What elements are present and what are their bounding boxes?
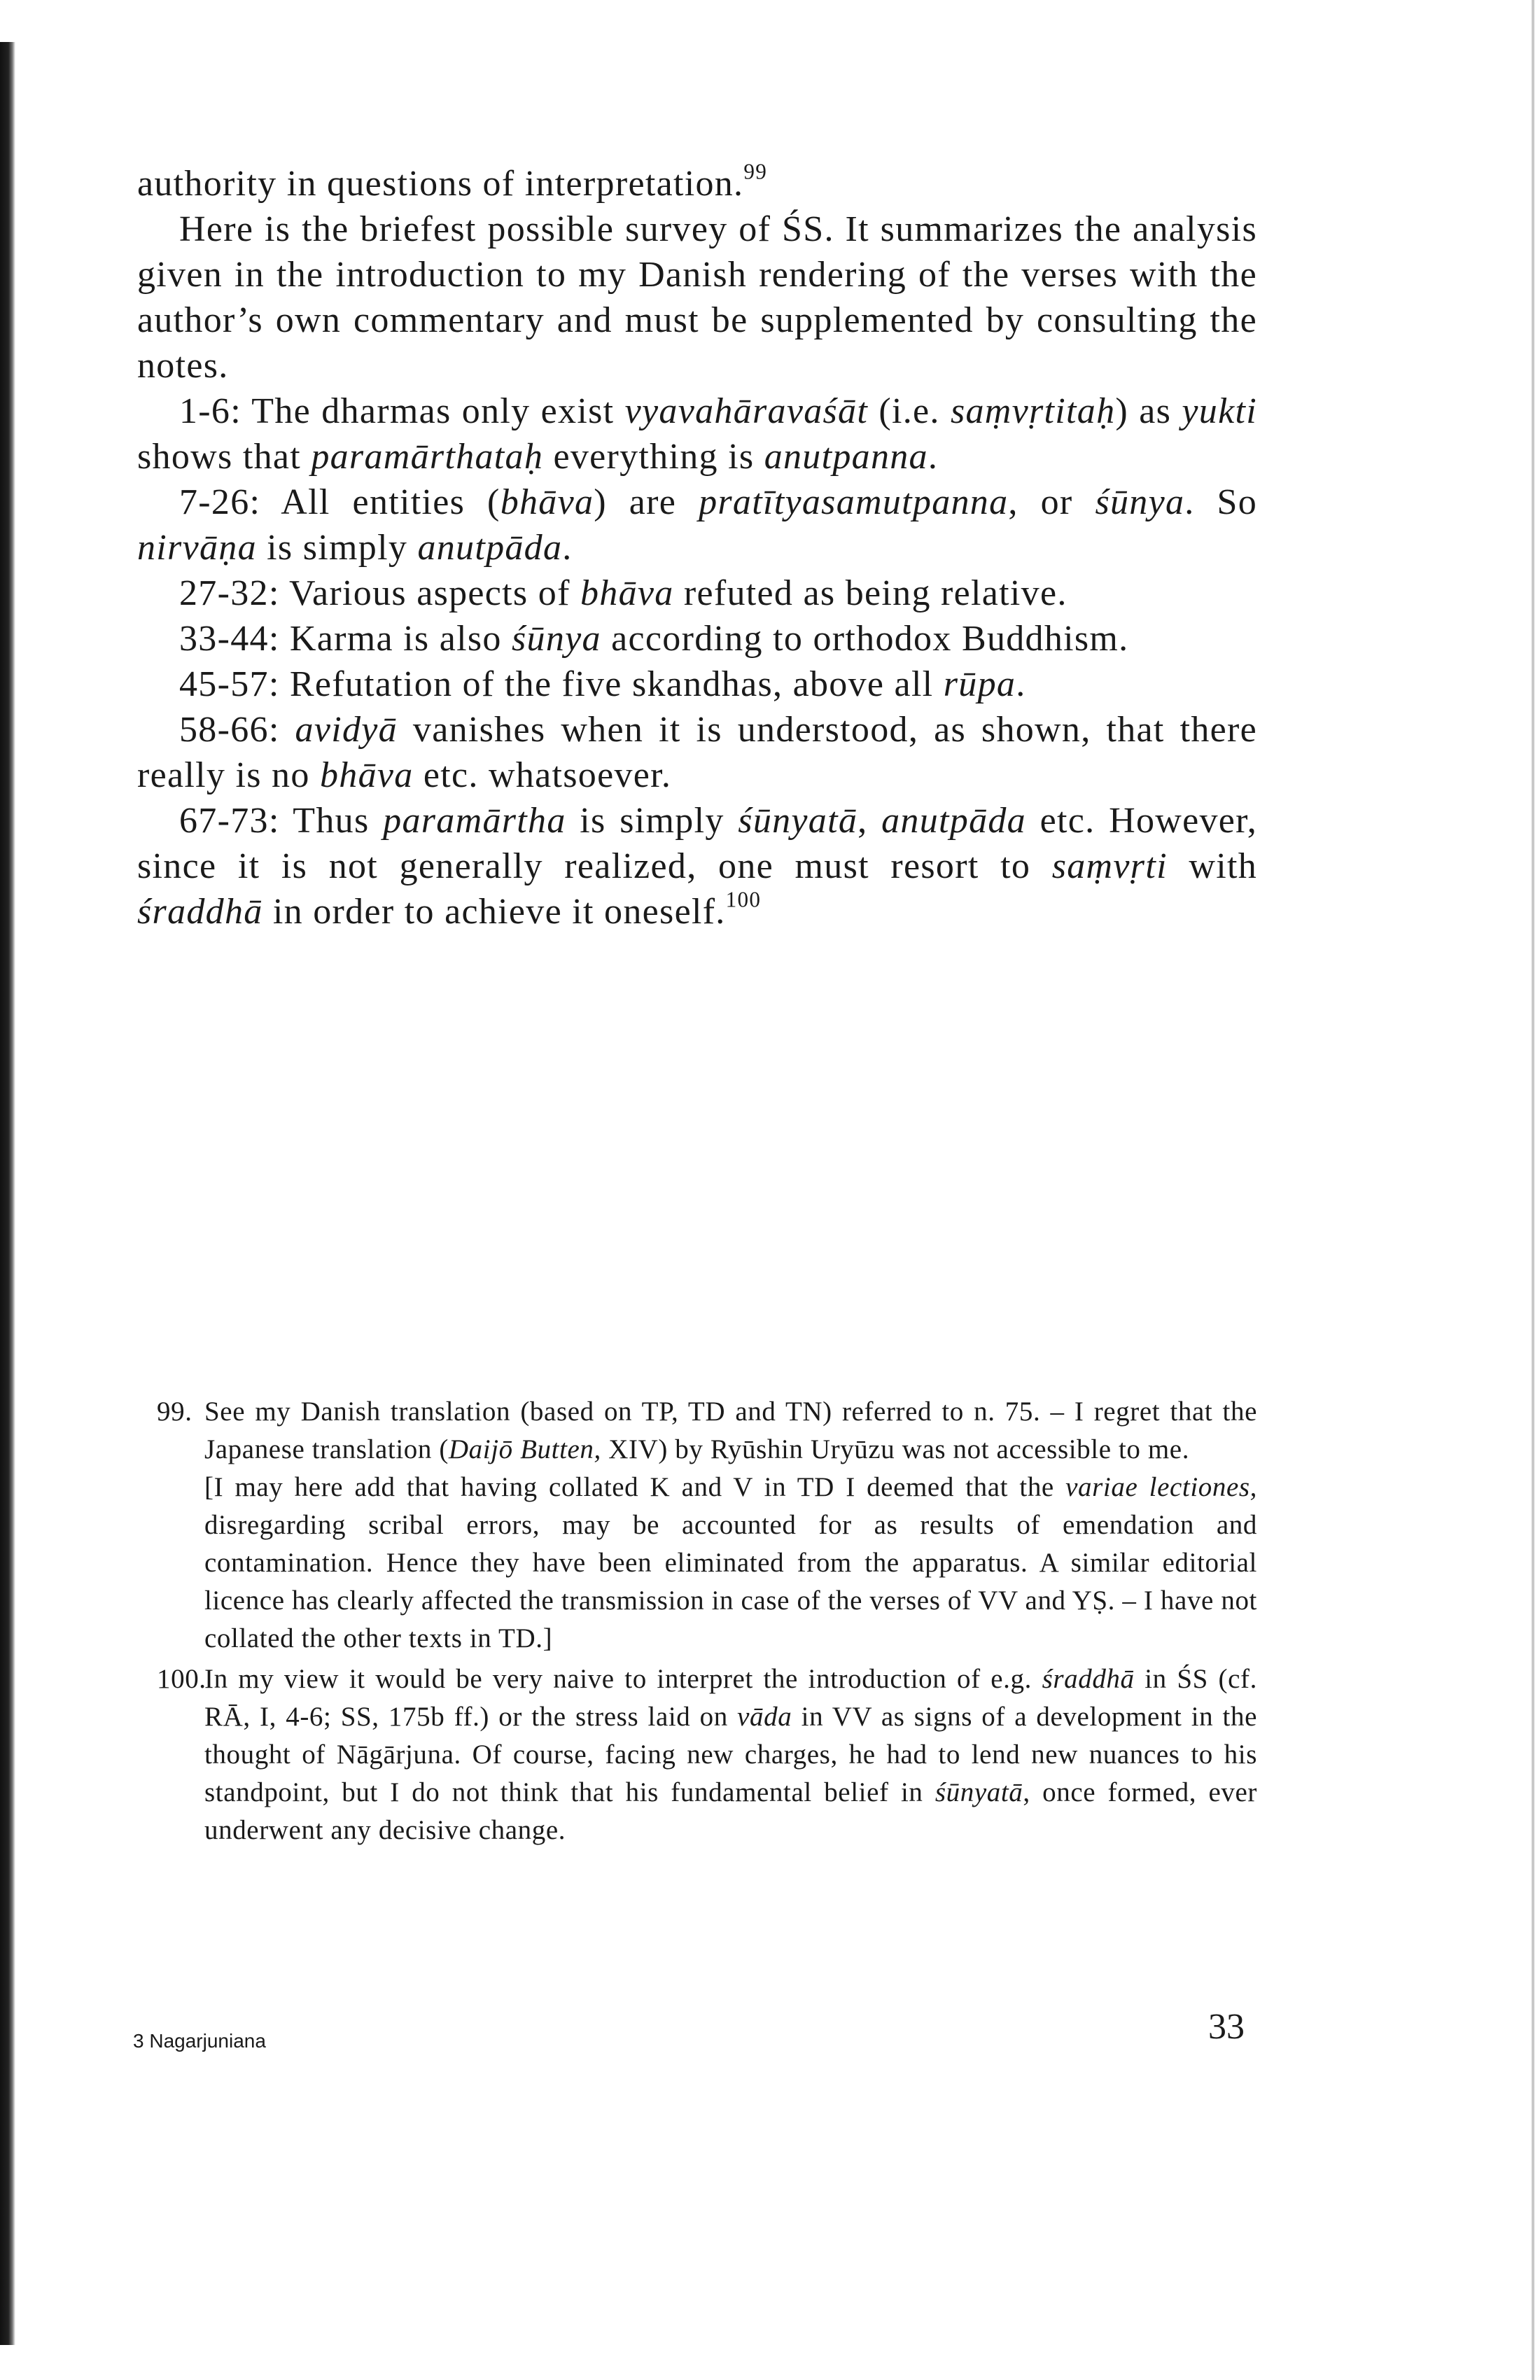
- footnote-99-text: See my Danish translation (based on TP, TD and TN) referred to n. 75. – I regret that the Japanese translation (Daijō Butten, XIV) by Ryūshin Uryūzu was not accessible to me.: [204, 1396, 1257, 1464]
- paragraph-continuation: authority in questions of interpretation.$^{99}$: [137, 159, 768, 204]
- verse-range: 58-66:: [179, 710, 280, 750]
- footnote-number: 99.: [157, 1396, 192, 1427]
- survey-entry-27-32: 27-32: Various aspects of bhāva refuted as being relative.: [179, 573, 1068, 613]
- footnote-ref-99[interactable]: 99: [743, 159, 768, 184]
- scan-edge-left: [0, 42, 15, 2345]
- survey-entry-33-44: 33-44: Karma is also śūnya according to orthodox Buddhism.: [179, 619, 1129, 659]
- verse-range: 67-73:: [179, 801, 280, 841]
- survey-entry-58-66: 58-66: avidyā vanishes when it is understood, as shown, that there really is no bhāva etc. whatsoever.: [137, 710, 1257, 795]
- verse-range: 33-44:: [179, 619, 280, 659]
- footnote-100: [137, 1660, 1257, 1849]
- survey-entry-67-73: 67-73: Thus paramārtha is simply śūnyatā, anutpāda etc. However, since it is not generally realized, one must resort to saṃvṛti with śraddhā in order to achieve it oneself.$^{100}$: [137, 801, 1258, 932]
- verse-range: 1-6:: [179, 391, 241, 431]
- printer-signature-mark: 3 Nagarjuniana: [133, 2030, 266, 2052]
- survey-entry-45-57: 45-57: Refutation of the five skandhas, above all rūpa.: [179, 664, 1026, 704]
- scan-edge-right: [1532, 0, 1534, 2380]
- page-number: 33: [1208, 2007, 1245, 2047]
- verse-range: 27-32:: [179, 573, 280, 613]
- verse-range: 7-26:: [179, 482, 261, 522]
- footnote-number: 100.: [157, 1664, 206, 1694]
- paragraph-survey-intro: Here is the briefest possible survey of ŚS. It summarizes the analysis given in the introduction to my Danish rendering of the verses with the author’s own commentary and must be supplemented by consulting the notes.: [137, 209, 1257, 386]
- footnotes: [137, 1393, 1257, 1849]
- footnote-ref-100[interactable]: 100: [725, 887, 762, 912]
- survey-entry-1-6: 1-6: The dharmas only exist vyavahāravaśāt (i.e. saṃvṛtitaḥ) as yukti shows that paramārthataḥ everything is anutpanna.: [137, 391, 1257, 477]
- verse-range: 45-57:: [179, 664, 280, 704]
- footnote-99: [137, 1393, 1257, 1658]
- footnote-100-text: In my view it would be very naive to interpret the introduction of e.g. śraddhā in ŚS (cf. RĀ, I, 4-6; SS, 175b ff.) or the stress laid on vāda in VV as signs of a development in the thought of Nāgārjuna. Of course, facing new charges, he had to lend new nuances to his standpoint, but I do not think that his fundamental belief in śūnyatā, once formed, ever underwent any decisive change.: [204, 1664, 1257, 1845]
- survey-entry-7-26: 7-26: All entities (bhāva) are pratītyasamutpanna, or śūnya. So nirvāṇa is simply anutpāda.: [137, 482, 1257, 568]
- footnote-99-addendum: [I may here add that having collated K and V in TD I deemed that the variae lectiones, disregarding scribal errors, may be accounted for as results of emendation and contamination. Hence they have been eliminated from the apparatus. A similar editorial licence has clearly affected the transmission in case of the verses of VV and YṢ. – I have not collated the other texts in TD.]: [204, 1472, 1258, 1653]
- main-text: [137, 161, 1257, 934]
